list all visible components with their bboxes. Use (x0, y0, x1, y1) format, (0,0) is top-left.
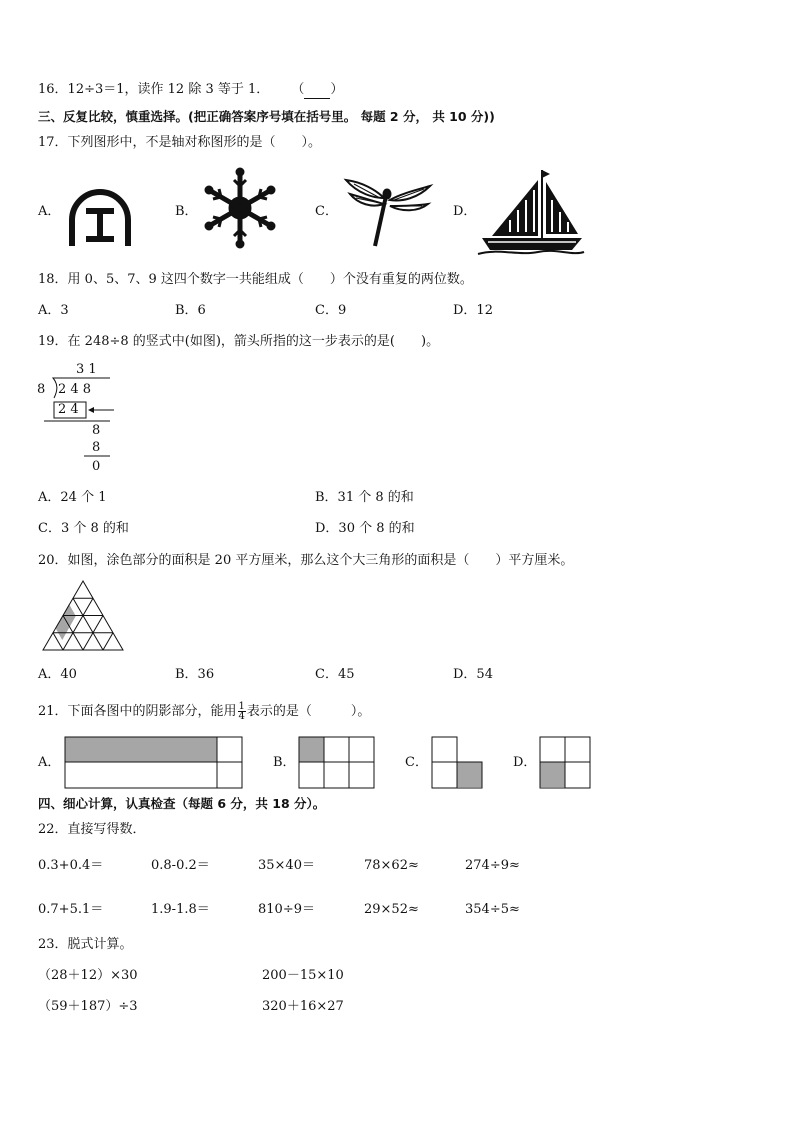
q16-text: 16．12÷3＝1，读作 12 除 3 等于 1． (38, 82, 270, 97)
q21-figure-d[interactable] (539, 736, 593, 790)
q21-option-b-label: B． (273, 755, 296, 770)
q17-stem: 17．下列图形中，不是轴对称图形的是（ ）。 (38, 135, 322, 150)
q19-option-b[interactable]: B．31 个 8 的和 (315, 490, 414, 505)
q23-r2-expr1: （59＋187）÷3 (38, 999, 138, 1014)
q22-r1-item2: 0.8-0.2＝ (151, 858, 210, 873)
q21-option-d-label: D． (513, 755, 537, 770)
shaded-triangles (56, 604, 76, 640)
division-divisor: 8 (37, 382, 46, 397)
q22-r2-item4: 29×52≈ (364, 902, 419, 917)
q20-option-a[interactable]: A．40 (38, 667, 77, 682)
q16-line (38, 82, 343, 99)
q16-answer-blank[interactable] (304, 82, 330, 99)
q22-r2-item5: 354÷5≈ (465, 902, 520, 917)
q17-option-a-label: A． (38, 204, 61, 219)
triangle-grid-figure (42, 580, 124, 652)
q23-r1-expr2: 200－15×10 (262, 968, 344, 983)
q23-stem: 23．脱式计算。 (38, 937, 133, 952)
snowflake-icon[interactable] (202, 168, 278, 248)
q21-figure-a[interactable] (64, 736, 244, 790)
q18-option-d[interactable]: D．12 (453, 303, 493, 318)
q19-stem: 19．在 248÷8 的竖式中(如图)，箭头所指的这一步表示的是( )。 (38, 334, 440, 349)
q22-stem: 22．直接写得数． (38, 822, 146, 837)
fraction-denominator: 4 (238, 711, 245, 722)
q22-r1-item5: 274÷9≈ (465, 858, 520, 873)
q22-r2-item1: 0.7+5.1＝ (38, 902, 104, 917)
division-step1: 2 4 (58, 402, 79, 417)
q18-option-c[interactable]: C．9 (315, 303, 347, 318)
dragonfly-icon[interactable] (342, 172, 434, 250)
q21-stem-after: 表示的是（ ）。 (246, 704, 371, 719)
q22-r1-item3: 35×40＝ (258, 858, 315, 873)
q18-option-a[interactable]: A．3 (38, 303, 69, 318)
q16-paren-close: ） (330, 82, 344, 97)
q20-option-b[interactable]: B．36 (175, 667, 215, 682)
q16-paren-open: （ (291, 82, 305, 97)
q22-r2-item3: 810÷9＝ (258, 902, 315, 917)
q19-option-c[interactable]: C．3 个 8 的和 (38, 521, 129, 536)
division-dividend: 2 4 8 (58, 382, 92, 397)
q21-option-a-label: A． (38, 755, 61, 770)
division-remainder1: 8 (92, 423, 101, 438)
q23-r1-expr1: （28＋12）×30 (38, 968, 138, 983)
q17-option-c-label: C． (315, 204, 338, 219)
q21-stem-before: 21．下面各图中的阴影部分，能用 (38, 704, 237, 719)
q21-figure-c[interactable] (431, 736, 485, 790)
q22-r1-item1: 0.3+0.4＝ (38, 858, 104, 873)
q22-r1-item4: 78×62≈ (364, 858, 419, 873)
q17-option-d-label: D． (453, 204, 477, 219)
division-step2: 8 (92, 440, 101, 455)
q20-stem: 20．如图，涂色部分的面积是 20 平方厘米，那么这个大三角形的面积是（ ）平方厘米。 (38, 553, 574, 568)
q21-option-c-label: C． (405, 755, 428, 770)
q19-option-a[interactable]: A．24 个 1 (38, 490, 107, 505)
q21-figure-b[interactable] (298, 736, 376, 790)
section3-title: 三、反复比较，慎重选择。(把正确答案序号填在括号里。 每题 2 分， 共 10 分)) (38, 109, 495, 124)
q17-option-b-label: B． (175, 204, 198, 219)
arrow-left-icon (88, 407, 114, 413)
metro-logo-icon[interactable] (64, 170, 136, 254)
q19-option-d[interactable]: D．30 个 8 的和 (315, 521, 415, 536)
one-quarter-fraction (238, 702, 246, 721)
division-quotient: 3 1 (76, 362, 97, 377)
division-remainder2: 0 (92, 459, 101, 474)
q21-stem (38, 701, 370, 723)
q18-stem: 18．用 0、5、7、9 这四个数字一共能组成（ ）个没有重复的两位数。 (38, 272, 473, 287)
q23-r2-expr2: 320＋16×27 (262, 999, 344, 1014)
section4-title: 四、细心计算，认真检查（每题 6 分，共 18 分）。 (38, 796, 326, 811)
sailboat-icon[interactable] (478, 166, 584, 256)
q18-option-b[interactable]: B．6 (175, 303, 206, 318)
division-bracket-lines (34, 376, 118, 462)
q20-option-c[interactable]: C．45 (315, 667, 355, 682)
q22-r2-item2: 1.9-1.8＝ (151, 902, 210, 917)
q20-option-d[interactable]: D．54 (453, 667, 493, 682)
fraction-numerator: 1 (238, 701, 245, 712)
